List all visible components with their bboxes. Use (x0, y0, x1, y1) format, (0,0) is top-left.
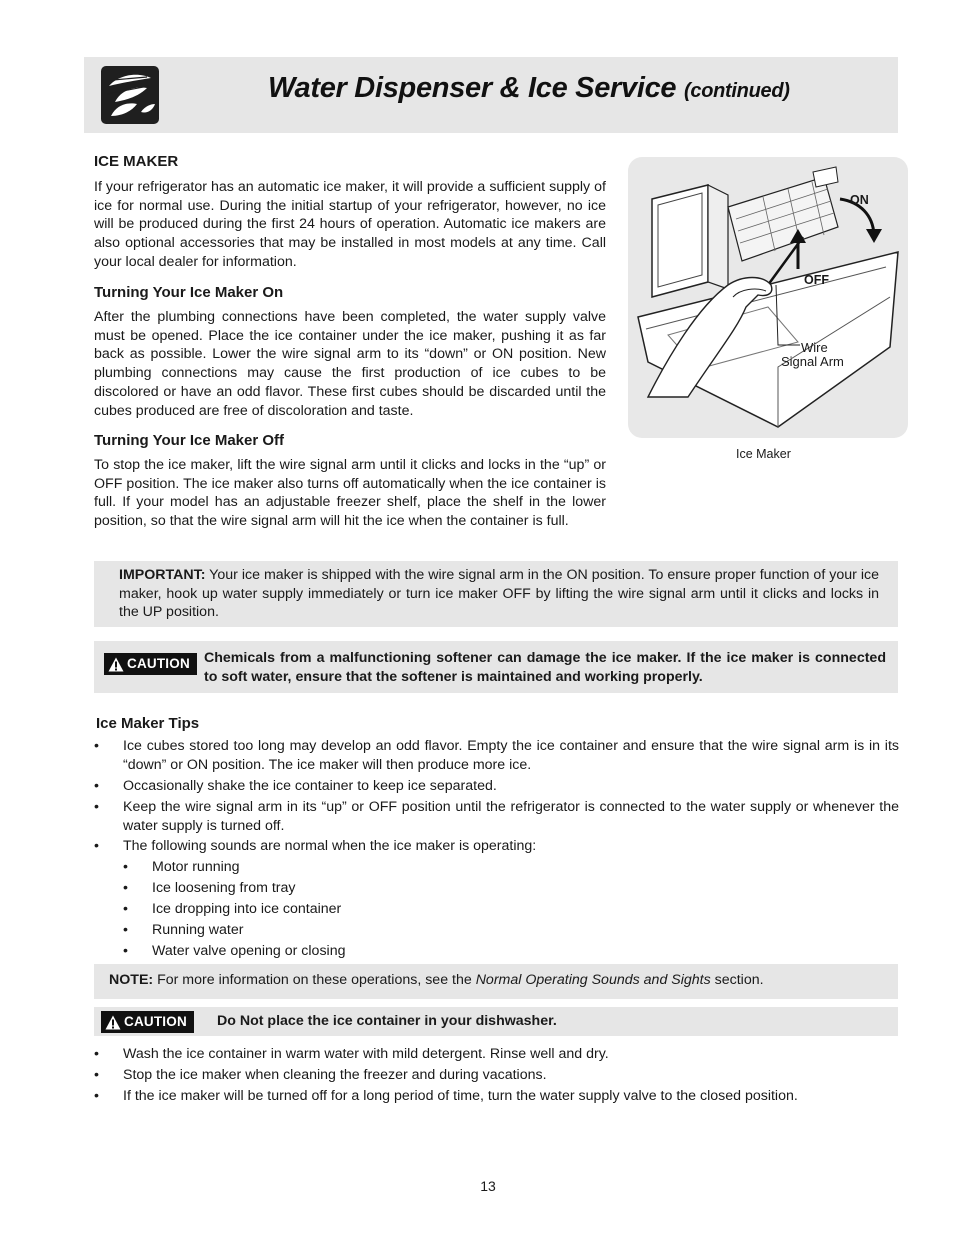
caution-badge (104, 653, 197, 675)
note-text-end: section. (710, 972, 764, 988)
note-label: NOTE: (109, 972, 154, 988)
caution-badge (101, 1011, 194, 1033)
important-text: Your ice maker is shipped with the wire signal arm in the ON position. To ensure proper function of your ice maker, hook up water supply immediately or turn ice maker OFF by lifting the wire signal arm until it clicks and locks in the UP position. (119, 567, 879, 621)
page-number: 13 (480, 1178, 496, 1194)
warning-triangle-icon (105, 1015, 121, 1030)
caution-dishwasher-text: Do Not place the ice container in your dishwasher. (217, 1013, 557, 1029)
leaves-logo-icon (101, 66, 159, 124)
ice-maker-heading: ICE MAKER (94, 153, 179, 170)
tips-heading: Ice Maker Tips (96, 715, 200, 732)
figure-caption: Ice Maker (736, 447, 791, 461)
ice-maker-figure (628, 157, 908, 438)
caution-badge-label: CAUTION (127, 656, 190, 671)
caution-softener-text: Chemicals from a malfunctioning softener can damage the ice maker. If the ice maker is connected to soft water, ensure that the softener is maintained and working properly. (204, 650, 886, 685)
off-label: OFF (804, 273, 829, 287)
signal-arm-label: Signal Arm (781, 354, 844, 369)
turning-off-text: To stop the ice maker, lift the wire signal arm until it clicks and locks in the “up” or OFF position. The ice maker also turns off automatically when the ice container is full. If your model has an adjustable freezer shelf, place the shelf in the lower position, so that the wire signal arm will hit the ice when the container is full. (94, 457, 606, 530)
on-label: ON (850, 193, 869, 207)
wire-signal-arm-label (781, 340, 844, 369)
turning-off-heading: Turning Your Ice Maker Off (94, 432, 285, 449)
turning-on-heading: Turning Your Ice Maker On (94, 284, 284, 301)
caution-softener-notice (94, 641, 898, 693)
turning-on-text: After the plumbing connections have been completed, the water supply valve must be opened. Place the ice container under the ice maker, pushing it as far back as possible. Lower the wire signal arm to its “down” or ON position. New plumbing connections may cause the first production of ice cubes to be discolored or have an odd flavor. These first cubes should be discarded until the cubes produced are free of discoloration and taste. (94, 309, 606, 419)
wire-label: Wire (801, 340, 828, 355)
important-notice (94, 561, 898, 627)
title-suffix: (continued) (684, 80, 790, 102)
warning-triangle-icon (108, 657, 124, 672)
note-text: For more information on these operations, see the (153, 972, 476, 988)
important-label: IMPORTANT: (119, 567, 206, 583)
note-section-reference: Normal Operating Sounds and Sights (475, 972, 711, 988)
page-title: Water Dispenser & Ice Service (continued) (268, 72, 790, 104)
ice-maker-intro: If your refrigerator has an automatic ice maker, it will provide a sufficient supply of ice for normal use. During the initial startup of your refrigerator, however, no ice will be produced during the first 24 hours of operation. Automatic ice makers are also optional accessories that may be installed in most models at any time. Call your local dealer for information. (94, 179, 606, 270)
note-box (94, 964, 898, 999)
caution-dishwasher-notice (94, 1007, 898, 1036)
caution-badge-label: CAUTION (124, 1014, 187, 1029)
